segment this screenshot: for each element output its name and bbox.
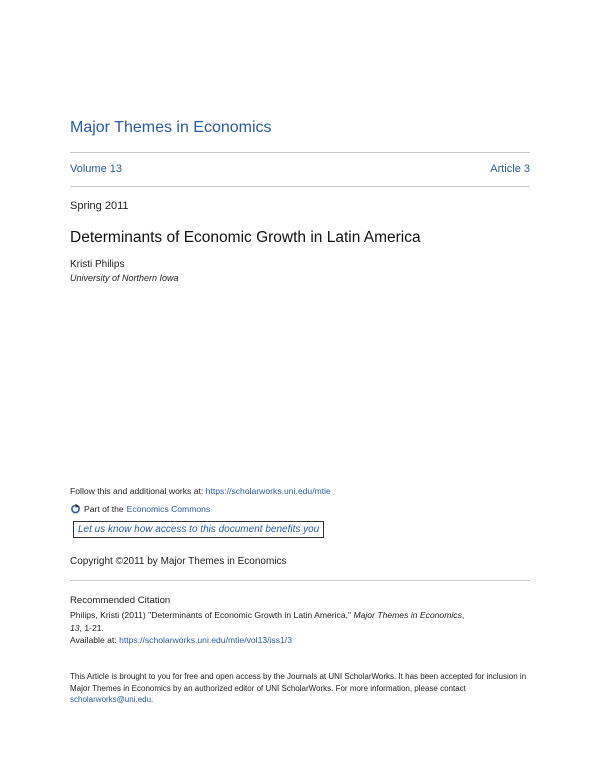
- part-of-text: Part of the: [84, 503, 124, 514]
- access-statement: [70, 671, 532, 706]
- follow-line: [70, 486, 331, 496]
- citation-line-start: Philips, Kristi (2011) "Determinants of Economic Growth in Latin America,": [70, 610, 354, 620]
- author-affiliation: University of Northern Iowa: [70, 273, 179, 283]
- header-divider-bottom: [70, 186, 530, 187]
- citation-comma: ,: [461, 610, 465, 620]
- citation-divider: [70, 580, 530, 581]
- issue-date: Spring 2011: [70, 200, 129, 212]
- access-statement-end: .: [151, 695, 154, 704]
- follow-url-link[interactable]: https://scholarworks.uni.edu/mtie: [205, 486, 331, 496]
- contact-email-link[interactable]: scholarworks@uni.edu: [70, 695, 152, 704]
- access-statement-text: This Article is brought to you for free and open access by the Journals at UNI ScholarWorks. It has been accepted for inclusion in Major Themes in Economics by an authorized editor of UNI ScholarWorks. For more information, please contact: [70, 672, 527, 693]
- copyright-notice: Copyright ©2011 by Major Themes in Economics: [70, 556, 287, 567]
- citation-text: [70, 609, 532, 647]
- journal-title[interactable]: Major Themes in Economics: [70, 119, 272, 136]
- bepress-commons-icon: [70, 503, 81, 514]
- header-divider-top: [70, 152, 530, 153]
- recommended-citation-heading: Recommended Citation: [70, 595, 171, 606]
- citation-pages: , 1-21.: [79, 622, 104, 633]
- volume-row: [70, 163, 530, 175]
- author-name: Kristi Philips: [70, 259, 125, 270]
- citation-url-link[interactable]: https://scholarworks.uni.edu/mtie/vol13/iss1/3: [119, 635, 292, 645]
- citation-available-at: Available at:: [70, 635, 120, 645]
- citation-volume: 13: [70, 622, 80, 633]
- follow-text: Follow this and additional works at:: [70, 486, 206, 496]
- volume-link[interactable]: Volume 13: [70, 163, 122, 175]
- article-number-link[interactable]: Article 3: [490, 163, 530, 175]
- benefits-feedback-link[interactable]: Let us know how access to this document benefits you: [73, 521, 324, 538]
- article-title: Determinants of Economic Growth in Latin America: [70, 229, 421, 246]
- part-of-line: [70, 503, 210, 514]
- economics-commons-link[interactable]: Economics Commons: [126, 503, 211, 514]
- citation-journal: Major Themes in Economics: [353, 610, 462, 620]
